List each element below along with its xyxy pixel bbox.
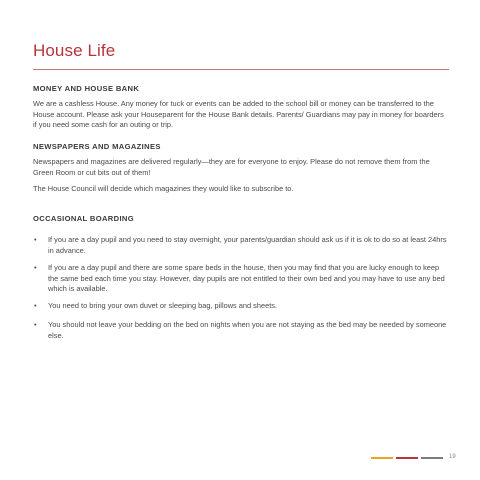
list-item-text: If you are a day pupil and there are some spare beds in the house, then you may find that you are lucky enough to keep the same bed each time you stay. However, day pupils are not entitled to their own bed and you may have to use any bed which is available. <box>48 263 445 294</box>
bullet-icon: • <box>34 263 37 272</box>
list-item <box>33 263 449 295</box>
footer-bar-yellow <box>371 457 393 459</box>
money-paragraph: We are a cashless House. Any money for tuck or events can be added to the school bill or money can be transferred to the House account. Please ask your Houseparent for the House Bank details. Parents/ Guardians may pay in money for boarders if you need some cash for an outing or trip. <box>33 99 444 130</box>
page-title: House Life <box>33 41 116 60</box>
footer-bar-grey <box>421 457 443 459</box>
bullet-icon: • <box>34 301 37 310</box>
bullet-icon: • <box>34 235 37 244</box>
title-divider <box>33 69 449 70</box>
list-item-text: If you are a day pupil and you need to stay overnight, your parents/guardian should ask us if it is ok to do so at least 24hrs in advance. <box>48 235 447 255</box>
page-number: 19 <box>449 454 456 460</box>
section-heading-boarding: OCCASIONAL BOARDING <box>33 214 135 223</box>
section-heading-money: MONEY AND HOUSE BANK <box>33 84 140 93</box>
newspapers-paragraph-1: Newspapers and magazines are delivered regularly—they are for everyone to enjoy. Please do not remove them from the Green Room or cut bits out of them! <box>33 157 430 177</box>
bullet-icon: • <box>34 320 37 329</box>
list-item <box>33 320 449 341</box>
footer-bar-red <box>396 457 418 459</box>
list-item-text: You need to bring your own duvet or sleeping bag, pillows and sheets. <box>48 301 277 310</box>
list-item <box>33 235 449 256</box>
list-item-text: You should not leave your bedding on the bed on nights when you are not staying as the bed may be needed by someone else. <box>48 320 447 340</box>
section-heading-newspapers: NEWSPAPERS AND MAGAZINES <box>33 142 161 151</box>
newspapers-paragraph-2: The House Council will decide which magazines they would like to subscribe to. <box>33 184 294 193</box>
list-item <box>33 301 449 312</box>
document-page <box>33 0 450 480</box>
